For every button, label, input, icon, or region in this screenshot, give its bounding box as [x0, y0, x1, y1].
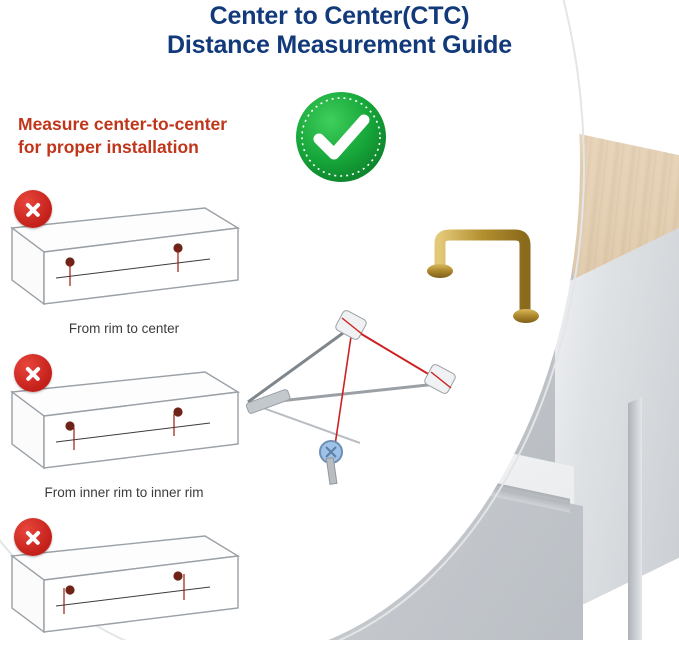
footer-white-space — [0, 640, 679, 657]
bad-example-card — [0, 350, 248, 502]
green-check-badge — [288, 84, 394, 190]
red-x-icon — [14, 518, 52, 556]
bad-example-caption: From rim to center — [68, 321, 180, 336]
mounting-screw-right — [320, 441, 342, 484]
title-line-2: Distance Measurement Guide — [167, 31, 512, 59]
page-title — [0, 2, 679, 60]
instruction-line-2: for proper installation — [18, 137, 199, 157]
bad-examples-list — [0, 186, 248, 657]
red-x-icon — [14, 190, 52, 228]
bad-example-card — [0, 186, 248, 338]
bad-example-card — [0, 514, 248, 657]
red-x-icon — [14, 354, 52, 392]
bad-example-caption: From inner rim to inner rim — [44, 485, 204, 500]
measure-node-lower — [423, 363, 456, 395]
instruction-text — [18, 113, 288, 159]
instruction-line-1: Measure center-to-center — [18, 114, 228, 134]
title-line-1: Center to Center(CTC) — [209, 2, 470, 30]
